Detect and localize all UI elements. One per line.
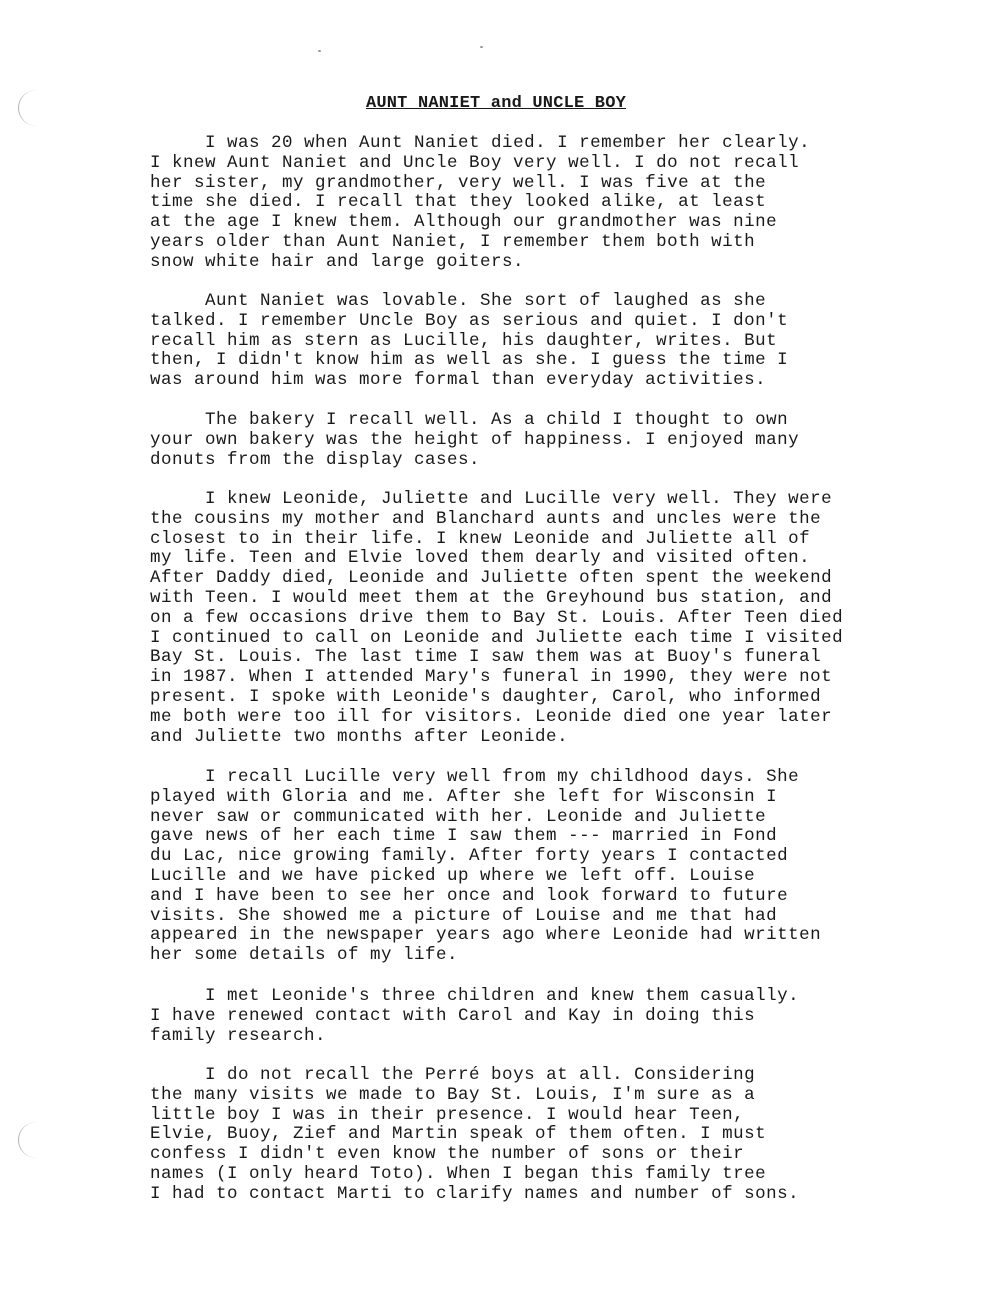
paragraph-2: Aunt Naniet was lovable. She sort of laughed as she talked. I remember Uncle Boy as serious and quiet. I don't recall him as stern as Lucille, his daughter, writes. But then, I didn't know him as well as she. I guess the time I was around him was more formal than everyday activities.: [150, 291, 789, 391]
paragraph-5: I recall Lucille very well from my childhood days. She played with Gloria and me. After she left for Wisconsin I never saw or communicated with her. Leonide and Juliette gave news of her each time I saw them --- married in Fond du Lac, nice growing family. After forty years I contacted Lucille and we have picked up where we left off. Louise and I have been to see her once and look forward to future visits. She showed me a picture of Louise and me that had appeared in the newspaper years ago where Leonide had written her some details of my life.: [150, 767, 822, 966]
paragraph-7: I do not recall the Perré boys at all. Considering the many visits we made to Bay St. Louis, I'm sure as a little boy I was in their presence. I would hear Teen, Elvie, Buoy, Zief and Martin speak of them often. I must confess I didn't even know the number of sons or their names (I only heard Toto). When I began this family tree I had to contact Marti to clarify names and number of sons.: [150, 1065, 800, 1204]
scan-speck: [480, 46, 483, 48]
document-title: AUNT NANIET and UNCLE BOY: [365, 94, 627, 113]
punch-hole-mark-bottom: [18, 1122, 55, 1158]
paragraph-3: The bakery I recall well. As a child I thought to own your own bakery was the height of happiness. I enjoyed many donuts from the display cases.: [150, 410, 800, 470]
paragraph-6: I met Leonide's three children and knew them casually. I have renewed contact with Carol and Kay in doing this family research.: [150, 986, 800, 1046]
scan-speck: [318, 50, 321, 52]
paragraph-1: I was 20 when Aunt Naniet died. I remember her clearly. I knew Aunt Naniet and Uncle Boy very well. I do not recall her sister, my grandmother, very well. I was five at the time she died. I recall that they looked alike, at least at the age I knew them. Although our grandmother was nine years older than Aunt Naniet, I remember them both with snow white hair and large goiters.: [150, 133, 811, 272]
paragraph-4: I knew Leonide, Juliette and Lucille very well. They were the cousins my mother and Blanchard aunts and uncles were the closest to in their life. I knew Leonide and Juliette all of my life. Teen and Elvie loved them dearly and visited often. After Daddy died, Leonide and Juliette often spent the weekend with Teen. I would meet them at the Greyhound bus station, and on a few occasions drive them to Bay St. Louis. After Teen died I continued to call on Leonide and Juliette each time I visited Bay St. Louis. The last time I saw them was at Buoy's funeral in 1987. When I attended Mary's funeral in 1990, they were not present. I spoke with Leonide's daughter, Carol, who informed me both were too ill for visitors. Leonide died one year later and Juliette two months after Leonide.: [150, 489, 844, 747]
